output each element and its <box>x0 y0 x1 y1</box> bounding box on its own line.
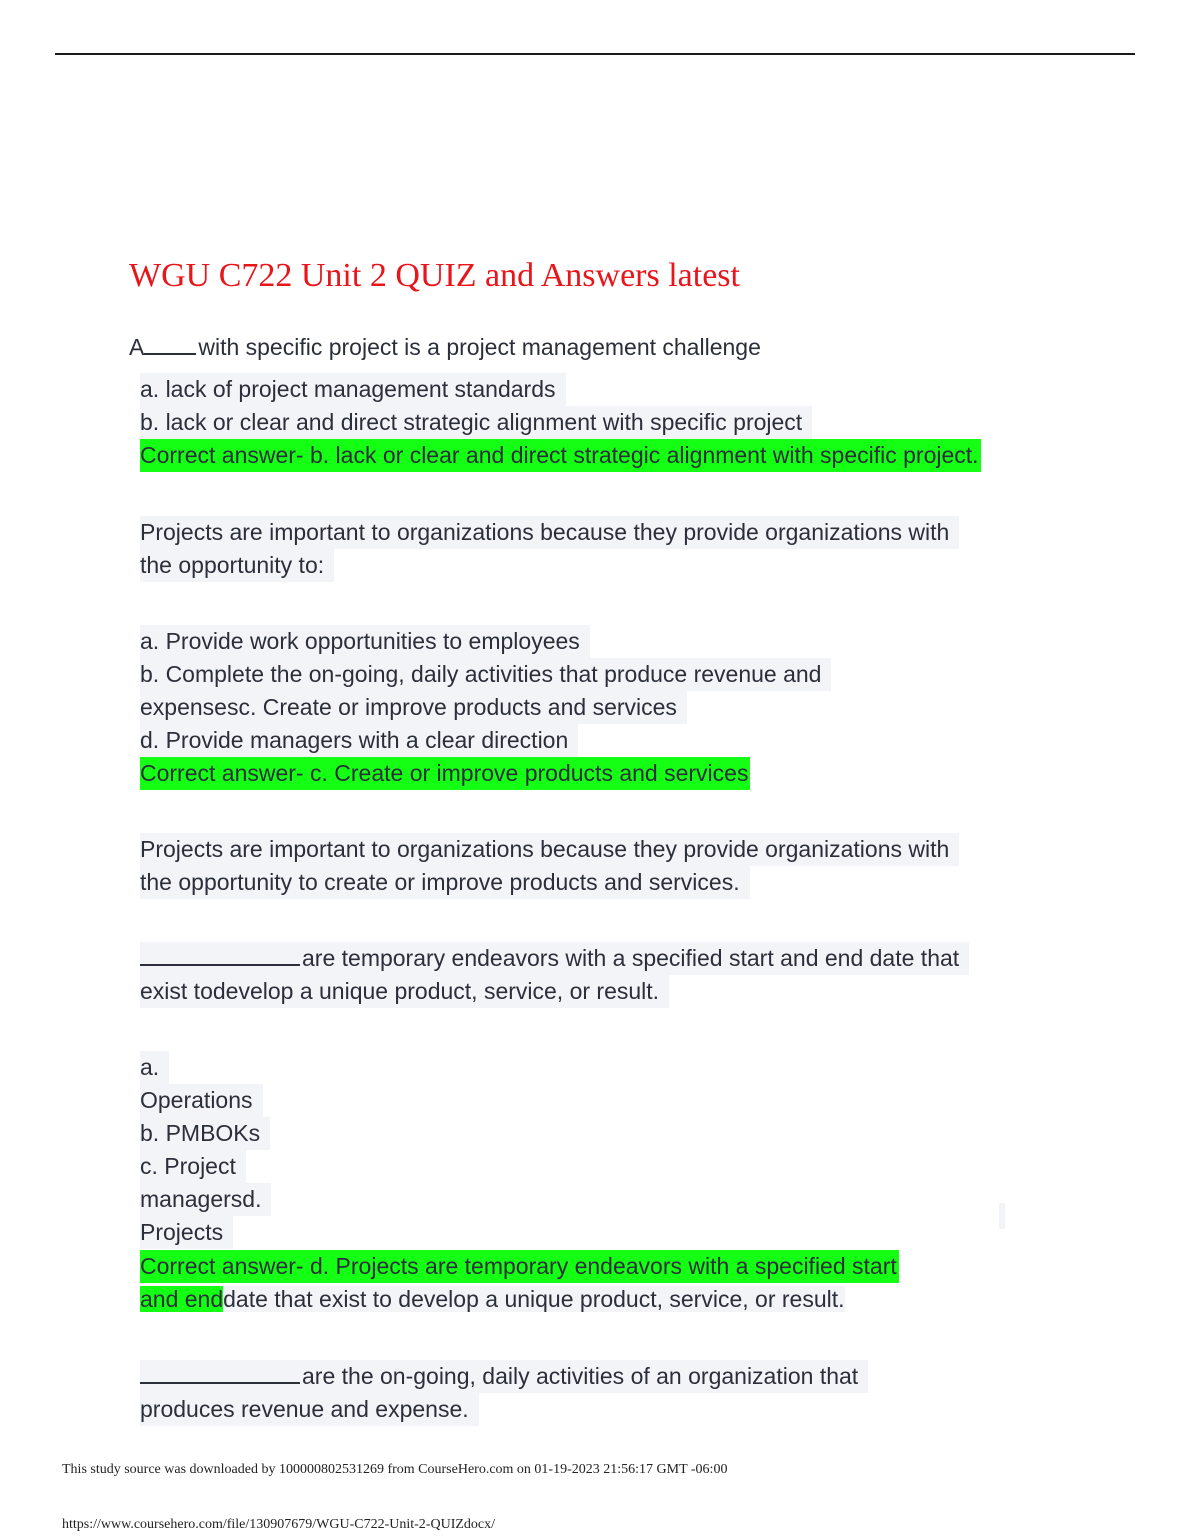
question-2-option-a: a. Provide work opportunities to employees <box>140 625 590 658</box>
fill-blank <box>140 944 300 966</box>
question-2-correct-answer: Correct answer- c. Create or improve products and services <box>140 757 750 790</box>
question-1-option-a: a. lack of project management standards <box>140 373 566 406</box>
question-5-text-line-2: produces revenue and expense. <box>140 1393 479 1426</box>
answer-highlight: and end <box>140 1286 224 1312</box>
question-4-correct-answer-line-1: Correct answer- d. Projects are temporary endeavors with a specified start <box>140 1250 899 1283</box>
fill-blank <box>140 1362 300 1384</box>
question-4-option-c-text: managersd. <box>140 1183 271 1216</box>
statement-3-line-1: Projects are important to organizations because they provide organizations with <box>140 833 959 866</box>
question-2-option-b: b. Complete the on-going, daily activities that produce revenue and <box>140 658 831 691</box>
question-4-option-a: a. <box>140 1051 169 1084</box>
question-2-text-line-2: the opportunity to: <box>140 549 334 582</box>
question-5-text: are the on-going, daily activities of an organization that <box>302 1363 859 1389</box>
header-rule <box>55 53 1135 55</box>
question-4-correct-answer-line-2 <box>140 1283 845 1316</box>
question-4-text-line-2: exist todevelop a unique product, service, or result. <box>140 975 669 1008</box>
question-2-option-d: d. Provide managers with a clear direction <box>140 724 578 757</box>
question-4-option-c: c. Project <box>140 1150 246 1183</box>
question-2-text-line-1: Projects are important to organizations because they provide organizations with <box>140 516 959 549</box>
statement-3-line-2: the opportunity to create or improve products and services. <box>140 866 750 899</box>
question-1-prefix: A <box>129 334 145 360</box>
question-1 <box>129 331 761 364</box>
fill-blank <box>144 333 196 355</box>
question-4-text: are temporary endeavors with a specified start and end date that <box>302 945 960 971</box>
answer-continuation: date that exist to develop a unique product, service, or result. <box>223 1286 845 1312</box>
question-4-option-a-text: Operations <box>140 1084 263 1117</box>
document-title: WGU C722 Unit 2 QUIZ and Answers latest <box>129 257 740 294</box>
question-4-option-d-text: Projects <box>140 1216 233 1249</box>
question-1-option-b: b. lack or clear and direct strategic alignment with specific project <box>140 406 812 439</box>
source-url-link[interactable]: https://www.coursehero.com/file/130907679/WGU-C722-Unit-2-QUIZdocx/ <box>62 1517 496 1532</box>
question-1-correct-answer: Correct answer- b. lack or clear and direct strategic alignment with specific project. <box>140 439 981 472</box>
question-2-option-c: expensesc. Create or improve products and services <box>140 691 687 724</box>
question-1-text: with specific project is a project management challenge <box>198 334 761 360</box>
question-5-text-line-1 <box>140 1360 868 1393</box>
margin-mark <box>999 1203 1005 1229</box>
question-4-option-b: b. PMBOKs <box>140 1117 270 1150</box>
source-notice: This study source was downloaded by 100000802531269 from CourseHero.com on 01-19-2023 21:56:17 GMT -06:00 <box>62 1462 728 1477</box>
question-4-text-line-1 <box>140 942 969 975</box>
